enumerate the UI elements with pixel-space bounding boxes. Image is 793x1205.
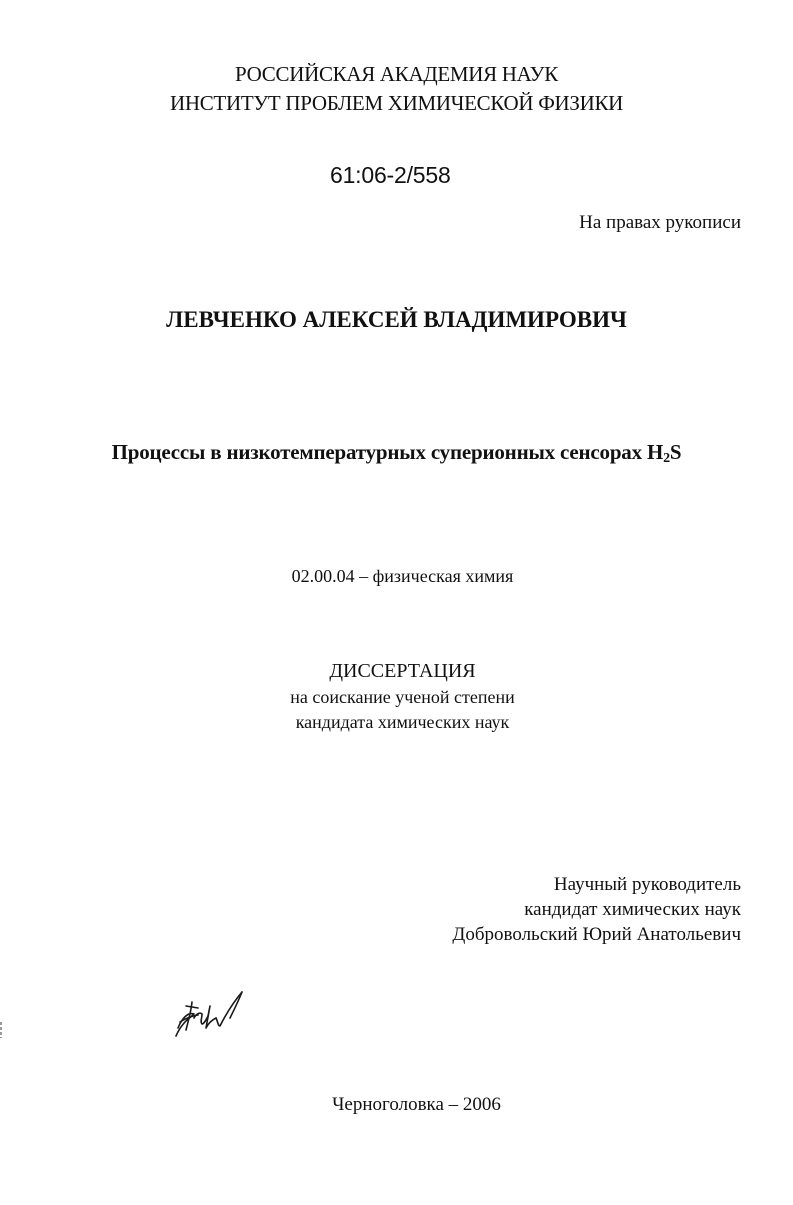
dissertation-degree-line-2: кандидата химических наук [295, 712, 510, 732]
advisor-name: Добровольский Юрий Анатольевич [452, 924, 741, 945]
organization-line-2: ИНСТИТУТ ПРОБЛЕМ ХИМИЧЕСКОЙ ФИЗИКИ [169, 91, 624, 115]
advisor-degree: кандидат химических наук [524, 899, 741, 920]
title-main-text: Процессы в низкотемпературных суперионных сенсорах H [111, 440, 664, 464]
title-subscript: 2 [663, 451, 670, 466]
author-name: ЛЕВЧЕНКО АЛЕКСЕЙ ВЛАДИМИРОВИЧ [166, 307, 627, 332]
organization-line-1: РОССИЙСКАЯ АКАДЕМИЯ НАУК [235, 62, 558, 86]
rights-note: На правах рукописи [579, 212, 741, 233]
dissertation-title [0, 440, 793, 465]
advisor-role: Научный руководитель [553, 874, 741, 895]
handwritten-signature-icon [172, 988, 248, 1038]
title-tail-text: S [669, 440, 682, 464]
dissertation-degree-line-1: на соискание ученой степени [290, 687, 515, 707]
dissertation-heading: ДИССЕРТАЦИЯ [329, 660, 476, 682]
catalog-code: 61:06-2/558 [330, 162, 451, 188]
specialty-code: 02.00.04 – физическая химия [291, 566, 514, 586]
city-year: Черноголовка – 2006 [332, 1094, 501, 1115]
scan-edge-mark [0, 1022, 2, 1038]
